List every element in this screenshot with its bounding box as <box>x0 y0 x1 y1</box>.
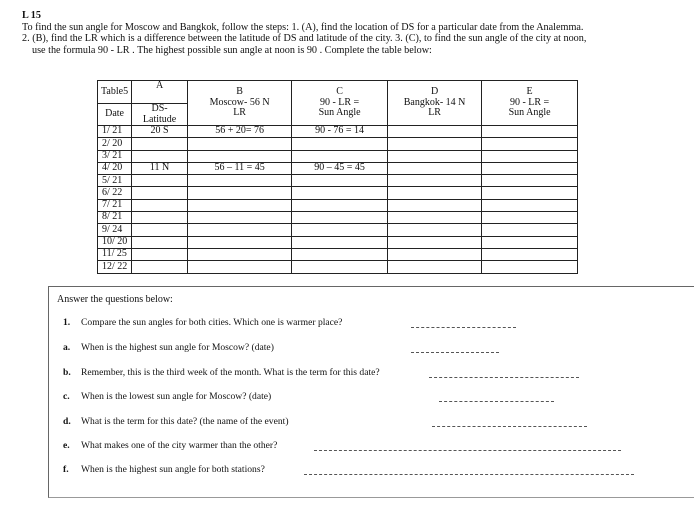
table-row <box>98 126 578 138</box>
date-header: Date <box>98 104 132 126</box>
question-marker: d. <box>63 416 71 427</box>
table-row <box>98 150 578 162</box>
question-marker: a. <box>63 342 71 353</box>
question-text: When is the highest sun angle for Moscow? (date) <box>81 342 274 353</box>
bangkok-sun-angle-cell[interactable] <box>482 212 578 224</box>
moscow-lr-cell[interactable] <box>188 236 292 248</box>
bangkok-sun-angle-cell[interactable] <box>482 224 578 236</box>
bangkok-sun-angle-cell[interactable] <box>482 150 578 162</box>
question-3 <box>63 367 380 378</box>
ds-latitude-cell[interactable] <box>132 212 188 224</box>
date-cell: 7/ 21 <box>98 199 132 211</box>
bangkok-sun-angle-cell[interactable] <box>482 126 578 138</box>
date-cell: 1/ 21 <box>98 126 132 138</box>
bangkok-lr-cell[interactable] <box>388 126 482 138</box>
sun-angle-table <box>97 80 578 274</box>
ds-latitude-cell[interactable] <box>132 138 188 150</box>
question-text: When is the lowest sun angle for Moscow? (date) <box>81 391 272 402</box>
table-label: Table5 <box>98 81 132 104</box>
bangkok-lr-cell[interactable] <box>388 212 482 224</box>
questions-title: Answer the questions below: <box>57 294 173 305</box>
table-row <box>98 175 578 187</box>
column-c-header: C 90 - LR = Sun Angle <box>292 81 388 126</box>
moscow-sun-angle-cell[interactable] <box>292 175 388 187</box>
answer-line[interactable] <box>304 474 634 475</box>
date-cell: 8/ 21 <box>98 212 132 224</box>
ds-latitude-cell[interactable] <box>132 187 188 199</box>
bangkok-lr-cell[interactable] <box>388 150 482 162</box>
moscow-lr-cell: 56 – 11 = 45 <box>188 162 292 174</box>
moscow-sun-angle-cell: 90 – 45 = 45 <box>292 162 388 174</box>
question-marker: b. <box>63 367 71 378</box>
ds-latitude-cell[interactable] <box>132 261 188 273</box>
instructions-line-3: use the formula 90 - LR . The highest possible sun angle at noon is 90 . Complete the table below: <box>32 44 432 56</box>
date-cell: 6/ 22 <box>98 187 132 199</box>
date-cell: 12/ 22 <box>98 261 132 273</box>
moscow-sun-angle-cell[interactable] <box>292 150 388 162</box>
question-marker: f. <box>63 464 69 475</box>
ds-latitude-cell[interactable] <box>132 150 188 162</box>
table-row <box>98 236 578 248</box>
table-row <box>98 248 578 260</box>
moscow-lr-cell[interactable] <box>188 212 292 224</box>
answer-line[interactable] <box>411 327 516 328</box>
ds-latitude-cell[interactable] <box>132 248 188 260</box>
date-cell: 11/ 25 <box>98 248 132 260</box>
bangkok-lr-cell[interactable] <box>388 236 482 248</box>
bangkok-sun-angle-cell[interactable] <box>482 248 578 260</box>
moscow-lr-cell[interactable] <box>188 261 292 273</box>
column-d-header: D Bangkok- 14 N LR <box>388 81 482 126</box>
table-row <box>98 187 578 199</box>
ds-latitude-cell[interactable] <box>132 236 188 248</box>
question-marker: e. <box>63 440 70 451</box>
bangkok-sun-angle-cell[interactable] <box>482 138 578 150</box>
bangkok-lr-cell[interactable] <box>388 187 482 199</box>
question-5 <box>63 416 289 427</box>
moscow-sun-angle-cell[interactable] <box>292 236 388 248</box>
date-cell: 3/ 21 <box>98 150 132 162</box>
moscow-sun-angle-cell[interactable] <box>292 187 388 199</box>
questions-section <box>48 286 694 498</box>
moscow-lr-cell: 56 + 20= 76 <box>188 126 292 138</box>
answer-line[interactable] <box>411 352 499 353</box>
bangkok-sun-angle-cell[interactable] <box>482 199 578 211</box>
lesson-number: L 15 <box>22 10 41 21</box>
question-text: What is the term for this date? (the name of the event) <box>81 416 289 427</box>
bangkok-sun-angle-cell[interactable] <box>482 175 578 187</box>
moscow-sun-angle-cell[interactable] <box>292 199 388 211</box>
moscow-lr-cell[interactable] <box>188 138 292 150</box>
answer-line[interactable] <box>314 450 621 451</box>
bangkok-lr-cell[interactable] <box>388 138 482 150</box>
bangkok-lr-cell[interactable] <box>388 261 482 273</box>
date-cell: 9/ 24 <box>98 224 132 236</box>
moscow-sun-angle-cell[interactable] <box>292 261 388 273</box>
question-7 <box>63 464 265 475</box>
bangkok-sun-angle-cell[interactable] <box>482 162 578 174</box>
bangkok-lr-cell[interactable] <box>388 199 482 211</box>
instructions-line-1: To find the sun angle for Moscow and Bangkok, follow the steps: 1. (A), find the location of DS for a particular date from the Analemma. <box>22 21 584 33</box>
instructions-line-2: 2. (B), find the LR which is a difference between the latitude of DS and latitude of the city. 3. (C), to find the sun angle of the city at noon, <box>22 33 587 45</box>
table-row <box>98 162 578 174</box>
date-cell: 2/ 20 <box>98 138 132 150</box>
ds-latitude-cell: 11 N <box>132 162 188 174</box>
bangkok-lr-cell[interactable] <box>388 224 482 236</box>
date-cell: 5/ 21 <box>98 175 132 187</box>
column-e-header: E 90 - LR = Sun Angle <box>482 81 578 126</box>
moscow-sun-angle-cell: 90 - 76 = 14 <box>292 126 388 138</box>
ds-latitude-cell: 20 S <box>132 126 188 138</box>
moscow-sun-angle-cell[interactable] <box>292 248 388 260</box>
bangkok-lr-cell[interactable] <box>388 162 482 174</box>
moscow-lr-cell[interactable] <box>188 224 292 236</box>
bangkok-sun-angle-cell[interactable] <box>482 236 578 248</box>
bangkok-sun-angle-cell[interactable] <box>482 261 578 273</box>
question-text: Remember, this is the third week of the month. What is the term for this date? <box>81 367 380 378</box>
question-1 <box>63 317 342 328</box>
date-cell: 4/ 20 <box>98 162 132 174</box>
column-a-letter: A <box>132 81 188 104</box>
question-marker: 1. <box>63 317 71 328</box>
date-cell: 10/ 20 <box>98 236 132 248</box>
question-text: Compare the sun angles for both cities. Which one is warmer place? <box>81 317 343 328</box>
question-6 <box>63 440 277 451</box>
moscow-lr-cell[interactable] <box>188 187 292 199</box>
moscow-sun-angle-cell[interactable] <box>292 212 388 224</box>
moscow-lr-cell[interactable] <box>188 199 292 211</box>
ds-latitude-cell[interactable] <box>132 199 188 211</box>
answer-line[interactable] <box>439 401 554 402</box>
table-row <box>98 138 578 150</box>
question-4 <box>63 391 271 402</box>
ds-latitude-header: DS- Latitude <box>132 104 188 126</box>
bangkok-lr-cell[interactable] <box>388 175 482 187</box>
bangkok-sun-angle-cell[interactable] <box>482 187 578 199</box>
ds-latitude-cell[interactable] <box>132 224 188 236</box>
table-row <box>98 261 578 273</box>
bangkok-lr-cell[interactable] <box>388 248 482 260</box>
moscow-lr-cell[interactable] <box>188 150 292 162</box>
column-b-header: B Moscow- 56 N LR <box>188 81 292 126</box>
table-row <box>98 224 578 236</box>
table-row <box>98 199 578 211</box>
ds-latitude-cell[interactable] <box>132 175 188 187</box>
question-2 <box>63 342 274 353</box>
instructions-header <box>22 10 682 56</box>
moscow-lr-cell[interactable] <box>188 248 292 260</box>
moscow-sun-angle-cell[interactable] <box>292 138 388 150</box>
table-row <box>98 212 578 224</box>
question-marker: c. <box>63 391 70 402</box>
answer-line[interactable] <box>429 377 579 378</box>
question-text: When is the highest sun angle for both stations? <box>81 464 265 475</box>
answer-line[interactable] <box>432 426 587 427</box>
moscow-lr-cell[interactable] <box>188 175 292 187</box>
moscow-sun-angle-cell[interactable] <box>292 224 388 236</box>
question-text: What makes one of the city warmer than the other? <box>81 440 278 451</box>
